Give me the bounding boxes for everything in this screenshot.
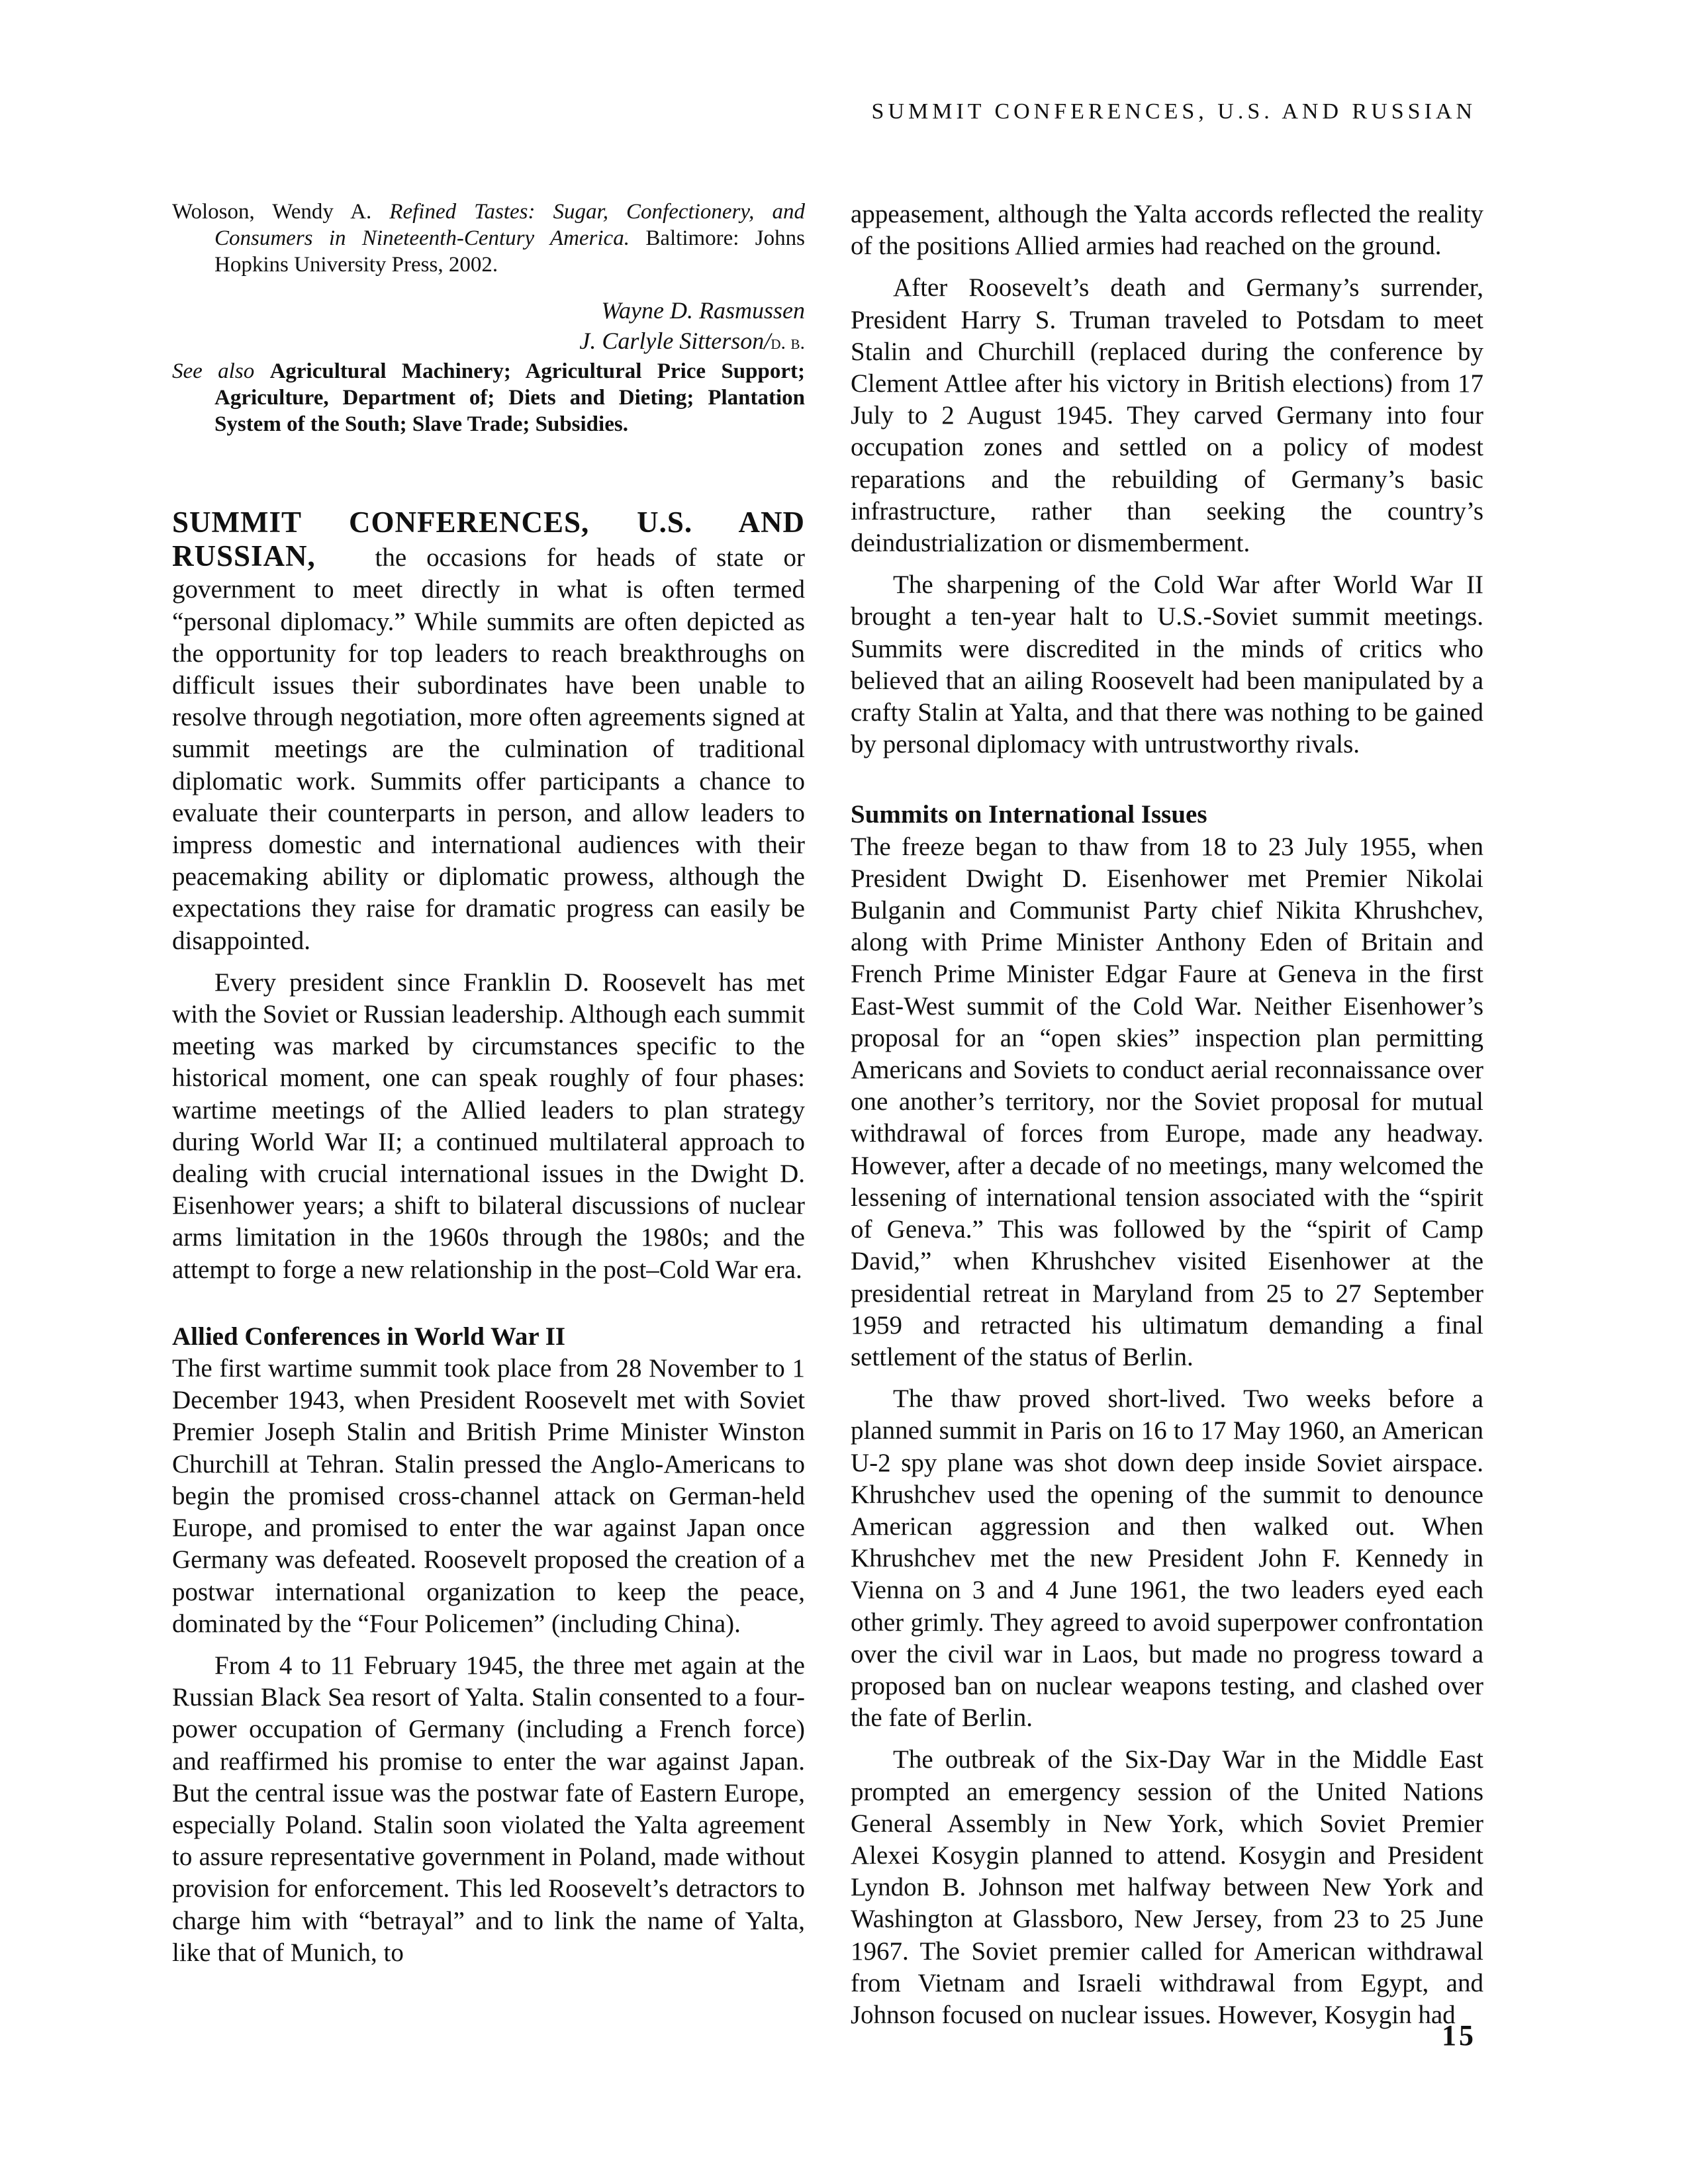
entry-term: SUMMIT CONFERENCES, U.S. AND RUSSIAN,	[172, 506, 805, 573]
bib-publication: Baltimore: Johns Hopkins University Press, 2002.	[214, 226, 805, 277]
page-number: 15	[1442, 2019, 1476, 2052]
right-column	[851, 199, 1483, 2031]
see-also	[172, 358, 805, 437]
see-also-label: See also	[172, 359, 270, 383]
author-line-2	[172, 326, 805, 358]
entry-intro-text: the occasions for heads of state or government to meet directly in what is often termed “personal diplomacy.” While summits are often depicted as the opportunity for top leaders to reach breakthroughs on difficult issues their subordinates have been unable to resolve through negotiation, more often agreements signed at summit meetings are the culmination of traditional diplomatic work. Summits offer participants a chance to evaluate their counterparts in person, and allow leaders to impress domestic and international audiences with their peacemaking ability or diplomatic prowess, although the expectations they raise for dramatic progress can easily be disappointed.	[172, 543, 805, 955]
intl-paragraph-1: The freeze began to thaw from 18 to 23 July 1955, when President Dwight D. Eisenhower met Premier Nikolai Bulganin and Communist Party chief Nikita Khrushchev, along with Prime Minister Anthony Eden of Britain and French Prime Minister Edgar Faure at Geneva in the first East-West summit of the Cold War. Neither Eisenhower’s proposal for an “open skies” inspection plan permitting Americans and Soviets to conduct aerial reconnaissance over one another’s territory, nor the Soviet proposal for mutual withdrawal of forces from Europe, made any headway. However, after a decade of no meetings, many welcomed the lessening of international tension associated with the “spirit of Geneva.” This was followed by the “spirit of Camp David,” when Khrushchev visited Eisenhower at the presidential retreat in Maryland from 25 to 27 September 1959 and retracted his ultimatum demanding a final settlement of the status of Berlin.	[851, 832, 1483, 1371]
allied-paragraph-2-continued: appeasement, although the Yalta accords reflected the reality of the positions Allied armies had reached on the ground.	[851, 200, 1483, 261]
see-also-items: Agricultural Machinery; Agricultural Price Support; Agriculture, Department of; Diets and Dieting; Plantation System of the South; Slave Trade; Subsidies.	[214, 359, 805, 436]
bibliography-entry	[172, 199, 805, 278]
bib-title: Refined Tastes: Sugar, Confectionery, and Consumers in Nineteenth-Century America.	[214, 200, 805, 250]
intl-paragraph-3: The outbreak of the Six-Day War in the Middle East prompted an emergency session of the United Nations General Assembly in New York, which Soviet Premier Alexei Kosygin planned to attend. Kosygin and President Lyndon B. Johnson met halfway between New York and Washington at Glassboro, New Jersey, from 23 to 25 June 1967. The Soviet premier called for American withdrawal from Vietnam and Israeli withdrawal from Egypt, and Johnson focused on nuclear issues. However, Kosygin had	[851, 1745, 1483, 2029]
author-name: J. Carlyle Sitterson/	[579, 328, 771, 354]
section-heading-allied: Allied Conferences in World War II	[172, 1322, 566, 1351]
author-line-1: Wayne D. Rasmussen	[601, 297, 805, 324]
allied-paragraph-4: The sharpening of the Cold War after World War II brought a ten-year halt to U.S.-Soviet summit meetings. Summits were discredited in the minds of critics who believed that an ailing Roosevelt had been manipulated by a crafty Stalin at Yalta, and that there was nothing to be gained by personal diplomacy with untrustworthy rivals.	[851, 570, 1483, 759]
bib-author: Woloson, Wendy A.	[172, 200, 390, 224]
allied-paragraph-2: From 4 to 11 February 1945, the three met again at the Russian Black Sea resort of Yalta. Stalin consented to a four-power occupation of Germany (including a French force) and reaffirmed his promise to enter the war against Japan. But the central issue was the postwar fate of Eastern Europe, especially Poland. Stalin soon violated the Yalta agreement to assure representative government in Poland, made without provision for enforcement. This led Roosevelt’s detractors to charge him with “betrayal” and to link the name of Yalta, like that of Munich, to	[172, 1651, 805, 1967]
left-column	[172, 199, 805, 1969]
allied-paragraph-3: After Roosevelt’s death and Germany’s surrender, President Harry S. Truman traveled to Potsdam to meet Stalin and Churchill (replaced during the conference by Clement Attlee after his victory in British elections) from 17 July to 2 August 1945. They carved Germany into four occupation zones and settled on a policy of modest reparations and the rebuilding of Germany’s basic infrastructure, rather than seeking the country’s deindustrialization or dismemberment.	[851, 273, 1483, 558]
entry-paragraph-2: Every president since Franklin D. Roosevelt has met with the Soviet or Russian leadership. Although each summit meeting was marked by circumstances specific to the historical moment, one can speak roughly of four phases: wartime meetings of the Allied leaders to plan strategy during World War II; a continued multilateral approach to dealing with crucial international issues in the Dwight D. Eisenhower years; a shift to bilateral discussions of nuclear arms limitation in the 1960s through the 1980s; and the attempt to forge a new relationship in the post–Cold War era.	[172, 968, 805, 1284]
running-head: SUMMIT CONFERENCES, U.S. AND RUSSIAN	[871, 99, 1476, 124]
allied-paragraph-1: The first wartime summit took place from 28 November to 1 December 1943, when President Roosevelt met with Soviet Premier Joseph Stalin and British Prime Minister Winston Churchill at Tehran. Stalin pressed the Anglo-Americans to begin the promised cross-channel attack on German-held Europe, and promised to enter the war against Japan once Germany was defeated. Roosevelt proposed the creation of a postwar international organization to keep the peace, dominated by the “Four Policemen” (including China).	[172, 1354, 805, 1638]
author-initials: d. b.	[771, 332, 805, 353]
entry-intro	[172, 506, 805, 957]
intl-paragraph-2: The thaw proved short-lived. Two weeks before a planned summit in Paris on 16 to 17 May 1960, an American U-2 spy plane was shot down deep inside Soviet airspace. Khrushchev used the opening of the summit to denounce American aggression and then walked out. When Khrushchev met the new President John F. Kennedy in Vienna on 3 and 4 June 1961, the two leaders eyed each other grimly. They agreed to avoid superpower confrontation over the civil war in Laos, but made no progress toward a proposed ban on nuclear weapons testing, and clashed over the fate of Berlin.	[851, 1385, 1483, 1733]
section-heading-international: Summits on International Issues	[851, 800, 1207, 829]
